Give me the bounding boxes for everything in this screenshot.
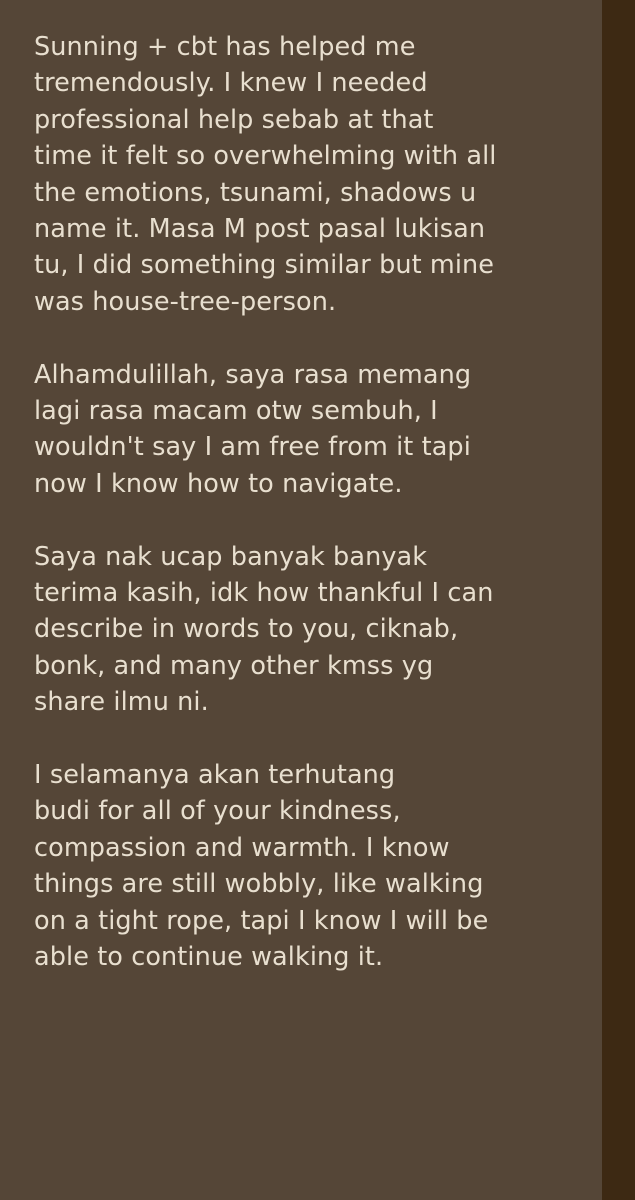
message-line: name it. Masa M post pasal lukisan — [34, 214, 486, 245]
message-line: things are still wobbly, like walking — [34, 869, 484, 900]
message-line: able to continue walking it. — [34, 942, 384, 973]
message-line: now I know how to navigate. — [34, 468, 403, 499]
message-line: lagi rasa macam otw sembuh, I — [34, 396, 438, 427]
message-line: tu, I did something similar but mine — [34, 250, 495, 281]
message-line: on a tight rope, tapi I know I will be — [34, 905, 489, 936]
message-line: describe in words to you, ciknab, — [34, 614, 459, 645]
message-line: wouldn't say I am free from it tapi — [34, 432, 471, 463]
message-line: the emotions, tsunami, shadows u — [34, 177, 477, 208]
message-line: share ilmu ni. — [34, 687, 209, 718]
message-line: professional help sebab at that — [34, 104, 434, 135]
message-line: Saya nak ucap banyak banyak — [34, 541, 428, 572]
message-line: time it felt so overwhelming with all — [34, 141, 497, 172]
message-body — [34, 29, 594, 1012]
paragraph-1 — [34, 29, 594, 320]
paragraph-3 — [34, 539, 594, 721]
right-edge-strip — [602, 0, 635, 1200]
message-line: I selamanya akan terhutang — [34, 760, 396, 791]
paragraph-4 — [34, 757, 594, 975]
message-line: terima kasih, idk how thankful I can — [34, 578, 494, 609]
message-line: Sunning + cbt has helped me — [34, 32, 416, 62]
message-line: compassion and warmth. I know — [34, 832, 450, 863]
message-line: tremendously. I knew I needed — [34, 68, 428, 99]
message-line: budi for all of your kindness, — [34, 796, 401, 827]
message-line: bonk, and many other kmss yg — [34, 650, 434, 681]
paragraph-2 — [34, 357, 594, 503]
message-line: Alhamdulillah, saya rasa memang — [34, 359, 472, 390]
message-line: was house-tree-person. — [34, 286, 337, 317]
